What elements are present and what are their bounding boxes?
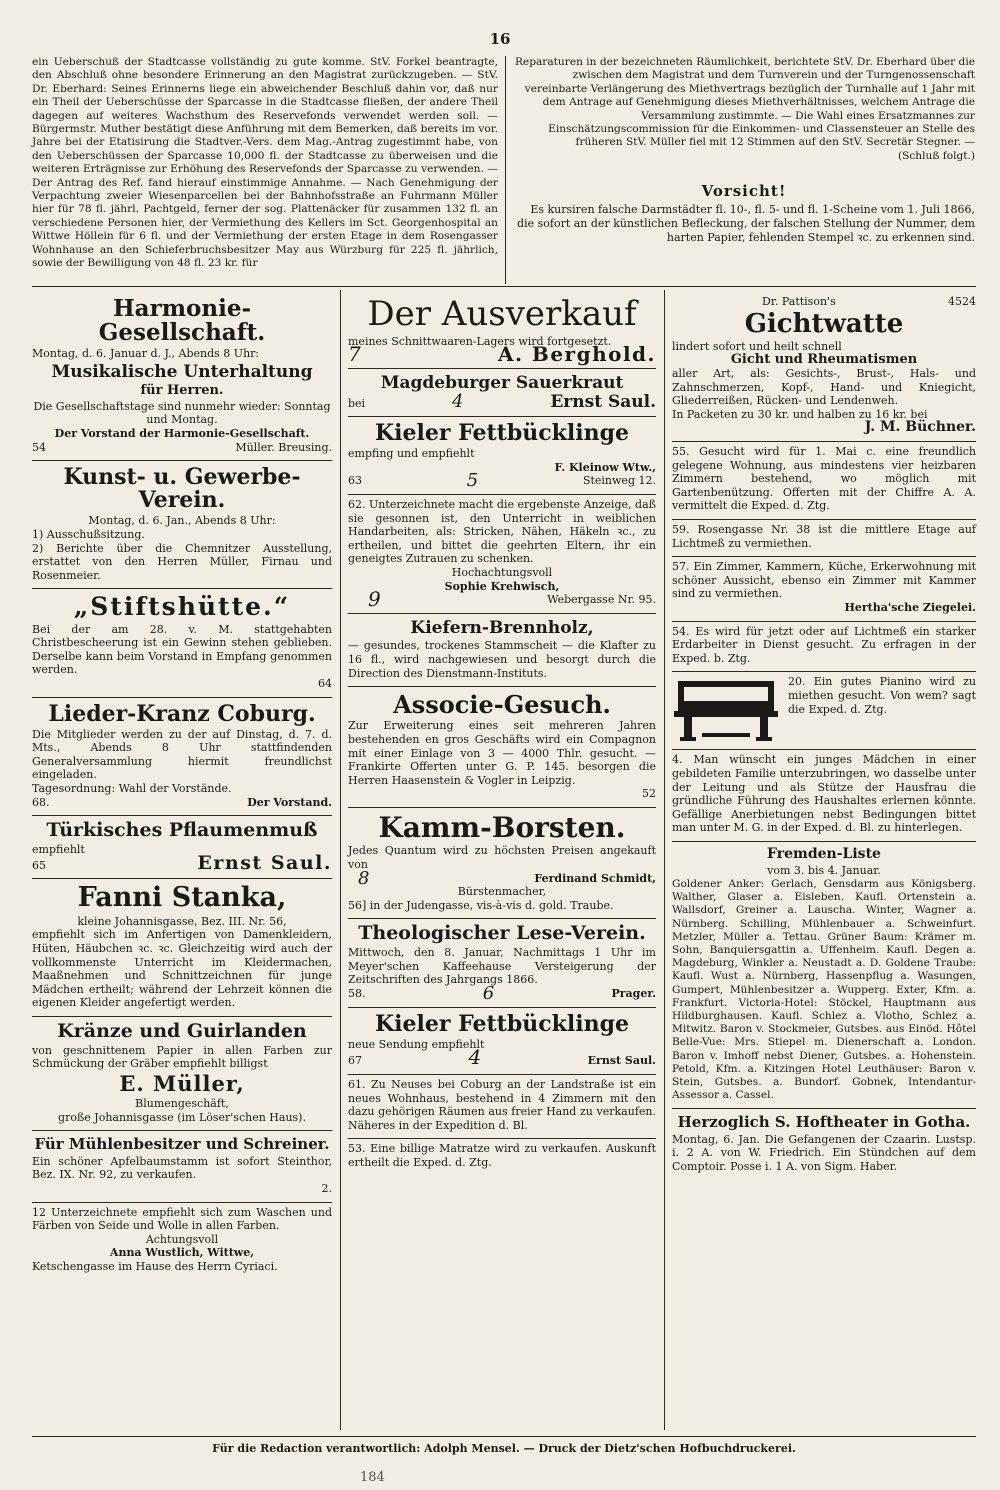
ad-body: Die Gesellschaftstage sind nunmehr wieder: Sonntag und Montag. <box>33 399 331 427</box>
ad-address: Webergasse Nr. 95. <box>547 593 656 607</box>
ad-body: neue Sendung empfiehlt <box>348 1037 485 1051</box>
ad-number: 64 <box>318 677 332 691</box>
ad-title: Kamm-Borsten. <box>378 811 626 844</box>
ad-handwritten-number: 8 <box>358 867 370 889</box>
ad-address: kleine Johannisgasse, Bez. III. Nr. 56, <box>77 914 287 928</box>
ad-liederkranz <box>32 698 332 817</box>
article-left <box>32 56 498 271</box>
ad-ausverkauf <box>348 292 656 369</box>
ad-address: Steinweg 12. <box>582 474 656 488</box>
ad-associe <box>348 687 656 808</box>
ad-name: Ernst Saul. <box>197 851 332 874</box>
article-right-text: Reparaturen in der bezeichneten Räumlichkeit, berichtete StV. Dr. Eberhard über die zwischen dem Magistrat und dem Turnverein und der Turngenossenschaft vereinbarte Verlängerung des Miethvertrags bezüglich der Turnhalle auf 1 Jahr mit dem Antrage auf Genehmigung dieses Miethverhältnisses, welchem Antrage die Versammlung zustimmte. — Die Wahl eines Ersatzmannes zur Einschätzungscommission für die Einkommen- und Classensteuer an Stelle des früheren StV. Müller fiel mit 12 Stimmen auf den StV. Secretär Stegner. — <box>514 56 975 149</box>
ad-body: 59. Rosengasse Nr. 38 ist die mittlere Etage auf Lichtmeß zu vermiethen. <box>672 523 976 550</box>
vorsicht-body: Es kursiren falsche Darmstädter fl. 10-, fl. 5- und fl. 1-Scheine vom 1. Juli 1866, die sofort an der künstlichen Befleckung, der falschen Stellung der Nummer, dem harten Papier, fehlenden Stempel ꝛc. zu erkennen sind. <box>517 202 975 244</box>
ad-matratze <box>348 1139 656 1175</box>
ad-number: 67 <box>348 1054 362 1068</box>
page-number: 16 <box>489 30 511 48</box>
ad-harmonie <box>32 292 332 461</box>
ad-subtitle: lindert sofort und heilt schnell <box>672 339 842 353</box>
ad-number: 2. <box>321 1181 332 1195</box>
ad-lese-verein <box>348 919 656 1007</box>
ad-body: meines Schnittwaaren-Lagers wird fortgesetzt. <box>348 334 612 348</box>
ad-number: 65 <box>32 858 46 872</box>
ad-title: Lieder-Kranz Coburg. <box>48 700 316 727</box>
ad-title: Kiefern-Brennholz, <box>410 617 594 638</box>
ad-erdarbeiter <box>672 622 976 673</box>
ad-number: 58. <box>348 987 366 1001</box>
vorsicht-title: Vorsicht! <box>701 182 787 201</box>
ad-pre: Dr. Pattison's <box>762 295 836 308</box>
article-continuation: (Schluß folgt.) <box>897 149 975 162</box>
ad-title: Kunst- u. Gewerbe-Verein. <box>63 464 301 514</box>
ad-name: J. M. Büchner. <box>864 419 976 436</box>
ad-body: Montag, 6. Jan. Die Gefangenen der Czaarin. Lustsp. i. 2 A. von W. Friedrich. Ein Stündchen auf dem Comptoir. Posse i. 1 A. von Sigm. Haber. <box>672 1132 976 1174</box>
ad-title: Herzoglich S. Hoftheater in Gotha. <box>677 1113 971 1132</box>
ad-title: Associe-Gesuch. <box>393 690 611 720</box>
ad-body: Mittwoch, den 8. Januar, Nachmittags 1 Uhr im Meyer'schen Kaffeehause Versteigerung der Zeitschriften des Jahrgangs 1866. <box>348 946 656 987</box>
ad-name: Ernst Saul. <box>550 391 656 412</box>
ad-name: Sophie Krehwisch, <box>444 579 560 593</box>
ad-body: empfiehlt sich im Anfertigen von Damenkleidern, Hüten, Häubchen ꝛc. ꝛc. Gleichzeitig wird auch der vollkommenste Unterricht im Kleidermachen, Maaßnehmen und Schnittzeichnen für junge Mädchen ertheilt; während der Lehrzeit können die eigenen Kleider angefertigt werden. <box>32 928 332 1010</box>
ad-stiftshuette <box>32 589 332 697</box>
ad-title: Kieler Fettbücklinge <box>375 420 629 447</box>
archive-stamp: 184 <box>360 1470 385 1485</box>
ad-body: Jedes Quantum wird zu höchsten Preisen angekauft von <box>348 844 656 871</box>
ad-zimmer <box>672 557 976 621</box>
ad-number: 54 <box>32 440 46 454</box>
ad-title: Gichtwatte <box>744 308 904 339</box>
ad-body: Goldener Anker: Gerlach, Gensdarm aus Königsberg. Walther, Glaser a. Eisleben. Kaufl. Ortenstein a. Wallsdorf, Greiner a. Lauscha. Winter, Wagner a. Nürnberg. Schilling, Mühlenbauer a. Schweinfurt. Metzler, Müller a. Tettau. Grüner Baum: Krämer m. Sohn, Banquiersgattin a. Uffenheim. Kaufl. Degen a. Magdeburg, Winkler a. Neustadt a. D. Goldene Traube: Kaufl. Wust a. Nürnberg, Hassenpflug a. Wasungen, Gumpert, Mühlenbesitzer a. Wupperg. Exter, Kfm. a. Frankfurt. Victoria-Hotel: Stöckel, Hauptmann aus Hildburghausen. Kaufl. Schlez a. Vlotho, Schlez a. Mitwitz. Baron v. Stockmeier, Gutsbes. aus Einöd. Hôtel Belle-Vue: Mrs. Stiepel m. Dienerschaft a. London. Baron v. Imhoff nebst Diener, Gutsbes. a. Hohenstein. Petold, Kfm. a. Kitzingen Hotel Leuthäuser: Baron v. Stein, Gutsbes. a. Bundorf. Gobnek, Intendantur-Assessor a. Cassel. <box>672 877 976 1102</box>
ad-signature: Der Vorstand. <box>247 795 332 809</box>
ad-kunst-verein <box>32 461 332 589</box>
column-1 <box>32 292 332 1280</box>
ad-sauerkraut <box>348 369 656 417</box>
ad-title: Harmonie-Gesellschaft. <box>98 295 266 347</box>
ad-address: große Johannisgasse (im Löser'schen Haus). <box>58 1110 306 1124</box>
ad-body: 4. Man wünscht ein junges Mädchen in einer gebildeten Familie unterzubringen, wo dasselbe unter der Leitung und als Stütze der Hausfrau die gründliche Führung des Haushaltes erlernen könnte. Gefällige Anerbietungen nebst Bedingungen bittet man unter M. G. in der Exped. d. Bl. zu hinterlegen. <box>672 753 976 835</box>
ad-maedchen <box>672 750 976 842</box>
ad-item: 2) Berichte über die Chemnitzer Ausstellung, erstattet von den Herren Müller, Firnau und Rosenmeier. <box>32 541 332 582</box>
ad-subtitle: Achtungsvoll <box>145 1232 219 1246</box>
ad-name: Prager. <box>611 987 656 1001</box>
ad-body: Zur Erweiterung eines seit mehreren Jahren bestehenden en gros Geschäfts wird ein Compagnon mit einer Einlage von 3 — 4000 Thlr. gesucht. — Frankirte Offerten unter G. P. 145. besorgen die Herren Haasenstein & Vogler in Leipzig. <box>348 719 656 787</box>
ad-names: Müller. Breusing. <box>235 440 332 454</box>
ad-handwritten-number: 9 <box>368 587 381 612</box>
ad-price: In Packeten zu 30 kr. und halben zu 16 kr. bei <box>672 407 928 421</box>
article-divider <box>505 56 506 284</box>
ad-name: Ernst Saul. <box>587 1054 656 1068</box>
ad-seide <box>32 1203 332 1280</box>
ad-name: Hertha'sche Ziegelei. <box>844 600 976 614</box>
ad-signature: Der Vorstand der Harmonie-Gesellschaft. <box>54 427 310 441</box>
ad-pre: bei <box>348 396 366 410</box>
ad-body: aller Art, als: Gesichts-, Brust-, Hals- und Zahnschmerzen, Kopf-, Hand- und Kniegicht, Gliederreißen, Rücken- und Lendenweh. <box>672 367 976 408</box>
footer-imprint: Für die Redaction verantwortlich: Adolph Mensel. — Druck der Dietz'schen Hofbuchdruckerei. <box>212 1442 796 1455</box>
ad-name: Ferdinand Schmidt, <box>534 871 656 885</box>
ad-body: Die Mitglieder werden zu der auf Dinstag, d. 7. d. Mts., Abends 8 Uhr stattfindenden Generalversammlung hiermit freundlichst eingeladen. <box>32 727 332 782</box>
ad-muehlenbesitzer <box>32 1131 332 1202</box>
ad-subtitle: Blumengeschäft, <box>135 1097 229 1111</box>
column-2 <box>348 292 656 1176</box>
ad-number: 68. <box>32 795 50 809</box>
article-left-text: ein Ueberschuß der Stadtcasse vollständig zu gute komme. StV. Forkel beantragte, den Abschluß ohne besondere Erinnerung an den Magistrat zurückzugeben. — StV. Dr. Eberhard: Seines Erinnerns liege ein abweichender Beschluß dahin vor, daß nur ein Theil der Ueberschüsse der Sparcasse in die Stadtcasse fließen, der andere Theil dagegen auf weiteres Wachsthum des Reservefonds verwendet werden soll. — Bürgermstr. Muther bestätigt diese Anführung mit dem Bemerken, daß bereits im vor. Jahre bei der Etatisirung die Stadtver.-Vers. dem Mag.-Antrag zugestimmt habe, von den Ueberschüssen der Sparcasse 10,000 fl. der Stadtcasse zu überweisen und die weiteren Erträgnisse zur Erhöhung des Reservefonds der Sparcasse zu verwenden. — Der Antrag des Ref. fand hierauf einstimmige Annahme. — Nach Genehmigung der Verpachtung zweier Wiesenparcellen bei der Bahnhofsstraße an Fuhrmann Müller hier für 78 fl. jährl. Pachtgeld, ferner der sog. Plattenäcker für zusammen 132 fl. an verschiedene Personen hier, der Vermiethung des Kellers im Sct. Georgenhospital an Wittwe Höllein für 6 fl. und der Vermiethung der ersten Etage in dem Rosengasser Wohnhause an den Schieferbruchsbesitzer May aus Würzburg für 225 fl. jährlich, sowie der Bewilligung von 48 fl. 23 kr. für <box>32 56 498 270</box>
ad-name: F. Kleinow Wtw., <box>554 460 656 474</box>
ad-number: 4524 <box>948 295 976 308</box>
ad-body: 12 Unterzeichnete empfiehlt sich zum Waschen und Färben von Seide und Wolle in allen Farben. <box>32 1205 332 1233</box>
ad-subtitle: vom 3. bis 4. Januar. <box>767 864 881 878</box>
ad-title: Theologischer Lese-Verein. <box>358 922 646 945</box>
ad-subtitle: Bürstenmacher, <box>457 885 547 899</box>
ad-body: 55. Gesucht wird für 1. Mai c. eine freundlich gelegene Wohnung, aus mindestens vier heizbaren Zimmern bestehend, wo möglich mit Gartenbenützung. Offerten mit der Chiffre A. A. vermittelt die Exped. d. Ztg. <box>672 445 976 513</box>
ad-subtitle: Hochachtungsvoll <box>451 566 553 579</box>
section-rule <box>32 286 976 287</box>
ad-gesucht <box>672 442 976 520</box>
ad-title: „Stiftshütte.“ <box>73 592 291 622</box>
ad-fremdenliste <box>672 842 976 1109</box>
ad-fanni-stanka <box>32 879 332 1017</box>
ad-title: Magdeburger Sauerkraut <box>380 372 624 393</box>
ad-agenda: Tagesordnung: Wahl der Vorstände. <box>32 782 232 796</box>
ad-subtitle-2: Gicht und Rheumatismen <box>730 352 918 368</box>
ad-title: Der Ausverkauf <box>367 294 637 334</box>
ad-pre: empfiehlt <box>32 843 85 857</box>
ad-pflaumenmuss <box>32 816 332 879</box>
ad-handwritten-number: 4 <box>451 390 464 412</box>
ad-number: 63 <box>348 474 362 488</box>
ad-hoftheater <box>672 1109 976 1179</box>
article-right <box>513 56 975 245</box>
ad-kieler-1 <box>348 417 656 495</box>
ad-title: Kieler Fettbücklinge <box>375 1010 629 1037</box>
ad-kieler-2 <box>348 1008 656 1075</box>
ad-body: 53. Eine billige Matratze wird zu verkaufen. Auskunft ertheilt die Exped. d. Ztg. <box>348 1142 656 1169</box>
footer-rule <box>32 1436 976 1437</box>
ad-subtitle-2: für Herren. <box>140 382 224 398</box>
ad-body: 62. Unterzeichnete macht die ergebenste Anzeige, daß sie gesonnen ist, den Unterricht in weiblichen Handarbeiten, als: Stricken, Nähen, Häkeln ꝛc., zu ertheilen, und bittet die geehrten Eltern, ihr ein geneigtes Zutrauen zu schenken. <box>348 498 656 566</box>
ad-title: Fanni Stanka, <box>77 882 287 914</box>
ad-body: 54. Es wird für jetzt oder auf Lichtmeß ein starker Erdarbeiter in Dienst gesucht. Zu erfragen in der Exped. b. Ztg. <box>672 624 976 665</box>
ad-kraenze <box>32 1017 332 1131</box>
ad-item: 1) Ausschußsitzung. <box>32 528 145 542</box>
ad-number: 52 <box>642 787 656 801</box>
ad-title: Für Mühlenbesitzer und Schreiner. <box>34 1135 330 1154</box>
ad-subtitle: Musikalische Unterhaltung <box>51 361 313 382</box>
ad-date: Montag, d. 6. Januar d. J., Abends 8 Uhr: <box>32 347 260 361</box>
ad-body: empfing und empfiehlt <box>348 447 475 461</box>
ad-brennholz <box>348 614 656 687</box>
ad-date: Montag, d. 6. Jan., Abends 8 Uhr: <box>88 514 276 528</box>
ad-handwritten-number: 7 <box>348 342 361 367</box>
ad-body: 57. Ein Zimmer, Kammern, Küche, Erkerwohnung mit schöner Aussicht, ebenso ein Zimmer mit Kammer sind zu vermiethen. <box>672 560 976 601</box>
ad-wohnhaus <box>348 1075 656 1139</box>
ad-gichtwatte <box>672 292 976 442</box>
ad-title: Türkisches Pflaumenmuß <box>46 819 318 842</box>
ad-name: A. Berghold. <box>497 342 656 367</box>
ad-title: Fremden-Liste <box>767 845 881 862</box>
column-divider-2 <box>664 290 665 1430</box>
column-divider-1 <box>340 290 341 1430</box>
ad-pianino <box>672 672 976 750</box>
ad-body: Ein schöner Apfelbaumstamm ist sofort Steinthor, Bez. IX. Nr. 92, zu verkaufen. <box>32 1154 332 1182</box>
column-3 <box>672 292 976 1180</box>
ad-body: Bei der am 28. v. M. stattgehabten Christbescheerung ist ein Gewinn stehen geblieben. Derselbe kann beim Vorstand in Empfang genommen werden. <box>32 622 332 677</box>
ad-handarbeiten <box>348 495 656 614</box>
ad-handwritten-number: 4 <box>468 1045 482 1070</box>
ad-handwritten-number: 6 <box>482 983 495 1005</box>
ad-rosengasse <box>672 520 976 557</box>
ad-body: — gesundes, trockenes Stammscheit — die Klafter zu 16 fl., wird nachgewiesen und besorgt durch die Direction des Dienstmann-Instituts. <box>348 639 656 680</box>
ad-handwritten-number: 5 <box>466 470 479 492</box>
ad-address: Ketschengasse im Hause des Herrn Cyriaci. <box>32 1259 278 1273</box>
ad-name: Anna Wustlich, Wittwe, <box>109 1246 255 1260</box>
ad-kamm-borsten <box>348 808 656 919</box>
ad-name: E. Müller, <box>119 1071 245 1097</box>
ad-address: 56] in der Judengasse, vis-à-vis d. gold. Traube. <box>348 898 614 912</box>
ad-body: von geschnittenem Papier in allen Farben zur Schmückung der Gräber empfiehlt billigst <box>32 1043 332 1071</box>
ad-title: Kränze und Guirlanden <box>57 1019 307 1042</box>
ad-body: 20. Ein gutes Pianino wird zu miethen gesucht. Von wem? sagt die Exped. d. Ztg. <box>788 675 976 716</box>
ad-body: 61. Zu Neuses bei Coburg an der Landstraße ist ein neues Wohnhaus, bestehend in 4 Zimmern mit den dazu gehörigen Räumen aus freier Hand zu verkaufen. Näheres in der Expedition d. Bl. <box>348 1077 656 1132</box>
piano-icon <box>672 675 780 743</box>
